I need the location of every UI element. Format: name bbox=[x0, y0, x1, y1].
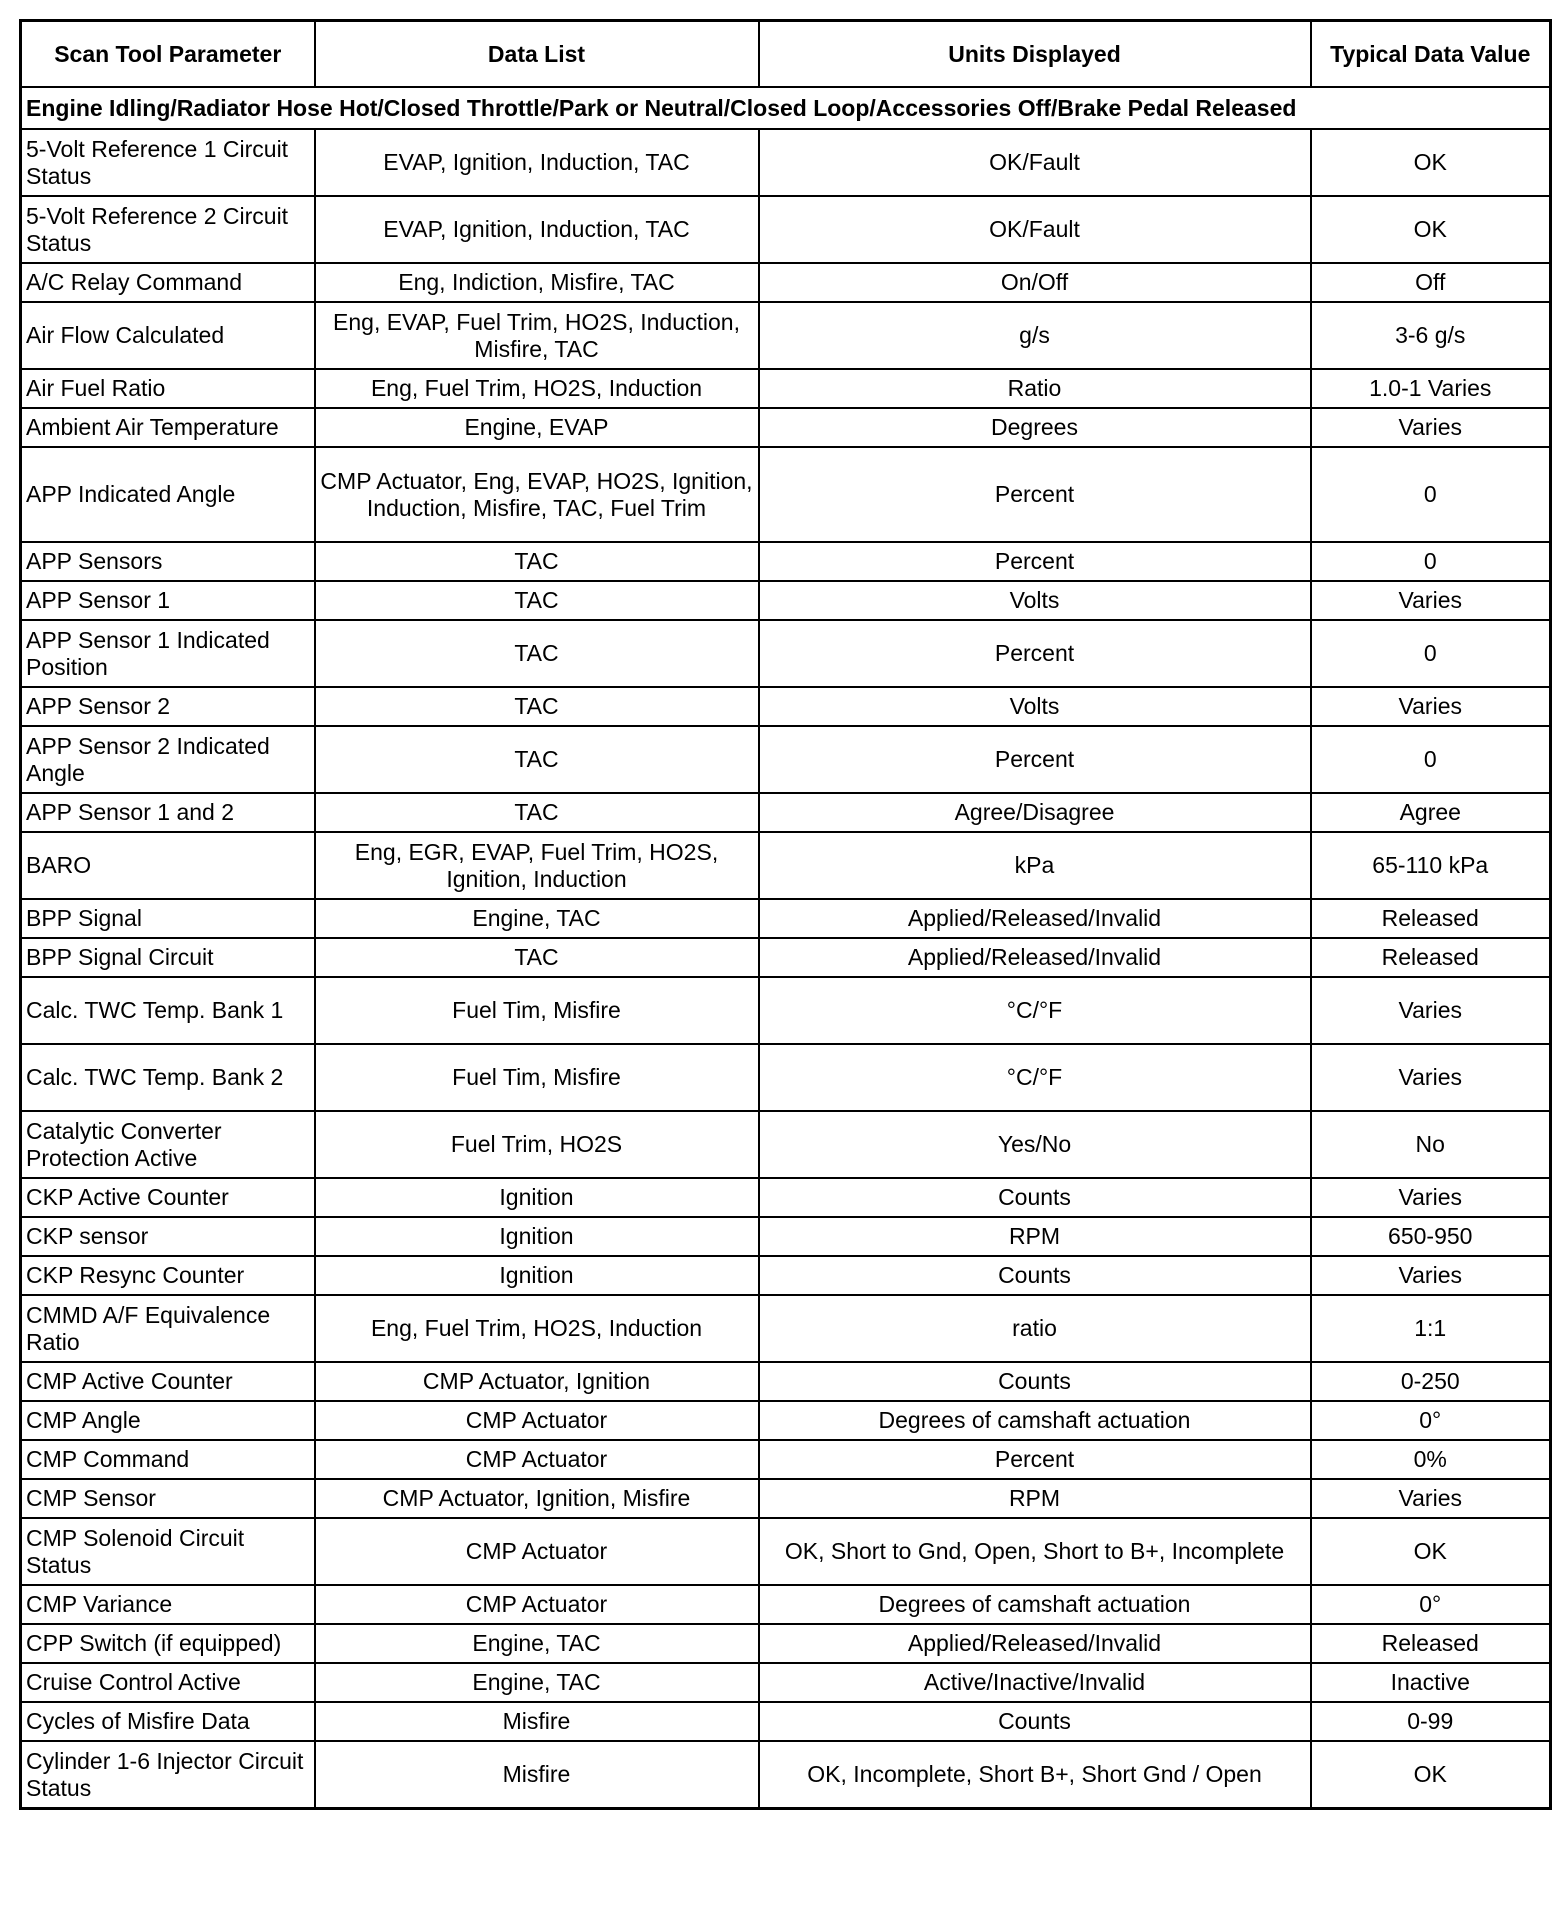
units-cell: Degrees of camshaft actuation bbox=[759, 1585, 1311, 1624]
typical-value-cell: 0 bbox=[1311, 620, 1551, 687]
table-body bbox=[21, 129, 1551, 1809]
typical-value-cell: 0-250 bbox=[1311, 1362, 1551, 1401]
table-row bbox=[21, 302, 1551, 369]
parameter-cell: Calc. TWC Temp. Bank 2 bbox=[21, 1044, 315, 1111]
data-list-cell: CMP Actuator bbox=[315, 1585, 759, 1624]
data-list-cell: TAC bbox=[315, 938, 759, 977]
table-row bbox=[21, 832, 1551, 899]
units-cell: Degrees of camshaft actuation bbox=[759, 1401, 1311, 1440]
data-list-cell: Eng, EVAP, Fuel Trim, HO2S, Induction, Misfire, TAC bbox=[315, 302, 759, 369]
typical-value-cell: Varies bbox=[1311, 1256, 1551, 1295]
typical-value-cell: 0-99 bbox=[1311, 1702, 1551, 1741]
table-row bbox=[21, 1663, 1551, 1702]
data-list-cell: Misfire bbox=[315, 1702, 759, 1741]
table-row bbox=[21, 129, 1551, 196]
typical-value-cell: OK bbox=[1311, 1741, 1551, 1809]
units-cell: g/s bbox=[759, 302, 1311, 369]
parameter-cell: CMP Solenoid Circuit Status bbox=[21, 1518, 315, 1585]
header-data-list: Data List bbox=[315, 21, 759, 88]
table-row bbox=[21, 581, 1551, 620]
units-cell: °C/°F bbox=[759, 977, 1311, 1044]
parameter-cell: CKP sensor bbox=[21, 1217, 315, 1256]
data-list-cell: TAC bbox=[315, 581, 759, 620]
typical-value-cell: No bbox=[1311, 1111, 1551, 1178]
data-list-cell: EVAP, Ignition, Induction, TAC bbox=[315, 196, 759, 263]
table-row bbox=[21, 408, 1551, 447]
units-cell: Counts bbox=[759, 1362, 1311, 1401]
typical-value-cell: Varies bbox=[1311, 408, 1551, 447]
typical-value-cell: 0 bbox=[1311, 447, 1551, 542]
header-row bbox=[21, 21, 1551, 88]
units-cell: OK, Short to Gnd, Open, Short to B+, Incomplete bbox=[759, 1518, 1311, 1585]
typical-value-cell: Varies bbox=[1311, 1479, 1551, 1518]
table-row bbox=[21, 687, 1551, 726]
parameter-cell: Cycles of Misfire Data bbox=[21, 1702, 315, 1741]
parameter-cell: Ambient Air Temperature bbox=[21, 408, 315, 447]
units-cell: Agree/Disagree bbox=[759, 793, 1311, 832]
units-cell: OK/Fault bbox=[759, 196, 1311, 263]
data-list-cell: Engine, TAC bbox=[315, 899, 759, 938]
table-row bbox=[21, 1624, 1551, 1663]
typical-value-cell: 0% bbox=[1311, 1440, 1551, 1479]
data-list-cell: Fuel Tim, Misfire bbox=[315, 1044, 759, 1111]
table-row bbox=[21, 977, 1551, 1044]
data-list-cell: Eng, Indiction, Misfire, TAC bbox=[315, 263, 759, 302]
data-list-cell: CMP Actuator, Ignition bbox=[315, 1362, 759, 1401]
table-row bbox=[21, 1401, 1551, 1440]
typical-value-cell: Varies bbox=[1311, 977, 1551, 1044]
parameter-cell: CMP Active Counter bbox=[21, 1362, 315, 1401]
parameter-cell: Air Flow Calculated bbox=[21, 302, 315, 369]
units-cell: Ratio bbox=[759, 369, 1311, 408]
table-row bbox=[21, 196, 1551, 263]
data-list-cell: Misfire bbox=[315, 1741, 759, 1809]
data-list-cell: TAC bbox=[315, 793, 759, 832]
typical-value-cell: Varies bbox=[1311, 1044, 1551, 1111]
parameter-cell: Catalytic Converter Protection Active bbox=[21, 1111, 315, 1178]
table-row bbox=[21, 1217, 1551, 1256]
units-cell: Percent bbox=[759, 726, 1311, 793]
typical-value-cell: Inactive bbox=[1311, 1663, 1551, 1702]
typical-value-cell: Agree bbox=[1311, 793, 1551, 832]
parameter-cell: BPP Signal Circuit bbox=[21, 938, 315, 977]
table-row bbox=[21, 938, 1551, 977]
data-list-cell: TAC bbox=[315, 726, 759, 793]
parameter-cell: BARO bbox=[21, 832, 315, 899]
data-list-cell: CMP Actuator, Ignition, Misfire bbox=[315, 1479, 759, 1518]
operating-condition: Engine Idling/Radiator Hose Hot/Closed Throttle/Park or Neutral/Closed Loop/Accessories Off/Brake Pedal Released bbox=[21, 87, 1551, 129]
typical-value-cell: 1:1 bbox=[1311, 1295, 1551, 1362]
units-cell: °C/°F bbox=[759, 1044, 1311, 1111]
parameter-cell: APP Sensor 1 bbox=[21, 581, 315, 620]
units-cell: Counts bbox=[759, 1256, 1311, 1295]
data-list-cell: Eng, EGR, EVAP, Fuel Trim, HO2S, Ignition, Induction bbox=[315, 832, 759, 899]
table-row bbox=[21, 1440, 1551, 1479]
table-row bbox=[21, 1178, 1551, 1217]
table-row bbox=[21, 899, 1551, 938]
parameter-cell: Cruise Control Active bbox=[21, 1663, 315, 1702]
table-row bbox=[21, 1585, 1551, 1624]
data-list-cell: Ignition bbox=[315, 1217, 759, 1256]
parameter-cell: CMP Angle bbox=[21, 1401, 315, 1440]
units-cell: Applied/Released/Invalid bbox=[759, 899, 1311, 938]
table-row bbox=[21, 1295, 1551, 1362]
parameter-cell: APP Sensor 1 and 2 bbox=[21, 793, 315, 832]
units-cell: Counts bbox=[759, 1702, 1311, 1741]
typical-value-cell: 1.0-1 Varies bbox=[1311, 369, 1551, 408]
data-list-cell: CMP Actuator bbox=[315, 1440, 759, 1479]
table-row bbox=[21, 620, 1551, 687]
table-row bbox=[21, 1518, 1551, 1585]
table-row bbox=[21, 726, 1551, 793]
typical-value-cell: 3-6 g/s bbox=[1311, 302, 1551, 369]
condition-row bbox=[21, 87, 1551, 129]
parameter-cell: APP Sensor 2 bbox=[21, 687, 315, 726]
table-row bbox=[21, 793, 1551, 832]
table-row bbox=[21, 1044, 1551, 1111]
data-list-cell: Ignition bbox=[315, 1256, 759, 1295]
table-row bbox=[21, 1256, 1551, 1295]
data-list-cell: Engine, TAC bbox=[315, 1663, 759, 1702]
header-units-displayed: Units Displayed bbox=[759, 21, 1311, 88]
table-row bbox=[21, 1111, 1551, 1178]
units-cell: RPM bbox=[759, 1479, 1311, 1518]
typical-value-cell: OK bbox=[1311, 129, 1551, 196]
parameter-cell: APP Sensor 1 Indicated Position bbox=[21, 620, 315, 687]
data-list-cell: Fuel Tim, Misfire bbox=[315, 977, 759, 1044]
units-cell: Percent bbox=[759, 1440, 1311, 1479]
data-list-cell: Engine, EVAP bbox=[315, 408, 759, 447]
data-list-cell: Eng, Fuel Trim, HO2S, Induction bbox=[315, 369, 759, 408]
data-list-cell: Fuel Trim, HO2S bbox=[315, 1111, 759, 1178]
data-list-cell: CMP Actuator, Eng, EVAP, HO2S, Ignition, Induction, Misfire, TAC, Fuel Trim bbox=[315, 447, 759, 542]
units-cell: Volts bbox=[759, 581, 1311, 620]
units-cell: OK/Fault bbox=[759, 129, 1311, 196]
units-cell: Yes/No bbox=[759, 1111, 1311, 1178]
data-list-cell: CMP Actuator bbox=[315, 1401, 759, 1440]
typical-value-cell: OK bbox=[1311, 196, 1551, 263]
typical-value-cell: Varies bbox=[1311, 687, 1551, 726]
units-cell: ratio bbox=[759, 1295, 1311, 1362]
units-cell: Applied/Released/Invalid bbox=[759, 1624, 1311, 1663]
data-list-cell: TAC bbox=[315, 542, 759, 581]
typical-value-cell: 0° bbox=[1311, 1585, 1551, 1624]
data-list-cell: TAC bbox=[315, 687, 759, 726]
table-row bbox=[21, 369, 1551, 408]
typical-value-cell: Released bbox=[1311, 938, 1551, 977]
table-row bbox=[21, 1702, 1551, 1741]
typical-value-cell: Released bbox=[1311, 899, 1551, 938]
parameter-cell: CMMD A/F Equivalence Ratio bbox=[21, 1295, 315, 1362]
table-row bbox=[21, 1362, 1551, 1401]
parameter-cell: Air Fuel Ratio bbox=[21, 369, 315, 408]
parameter-cell: 5-Volt Reference 2 Circuit Status bbox=[21, 196, 315, 263]
parameter-cell: CKP Resync Counter bbox=[21, 1256, 315, 1295]
typical-value-cell: OK bbox=[1311, 1518, 1551, 1585]
units-cell: Applied/Released/Invalid bbox=[759, 938, 1311, 977]
units-cell: kPa bbox=[759, 832, 1311, 899]
typical-value-cell: Varies bbox=[1311, 1178, 1551, 1217]
data-list-cell: Engine, TAC bbox=[315, 1624, 759, 1663]
data-list-cell: EVAP, Ignition, Induction, TAC bbox=[315, 129, 759, 196]
typical-value-cell: 0 bbox=[1311, 542, 1551, 581]
table-row bbox=[21, 447, 1551, 542]
data-list-cell: Eng, Fuel Trim, HO2S, Induction bbox=[315, 1295, 759, 1362]
table-row bbox=[21, 1479, 1551, 1518]
header-typical-data-value: Typical Data Value bbox=[1311, 21, 1551, 88]
typical-value-cell: 0° bbox=[1311, 1401, 1551, 1440]
units-cell: Percent bbox=[759, 620, 1311, 687]
parameter-cell: 5-Volt Reference 1 Circuit Status bbox=[21, 129, 315, 196]
data-list-cell: TAC bbox=[315, 620, 759, 687]
data-list-cell: Ignition bbox=[315, 1178, 759, 1217]
parameter-cell: APP Sensor 2 Indicated Angle bbox=[21, 726, 315, 793]
units-cell: Percent bbox=[759, 542, 1311, 581]
typical-value-cell: Varies bbox=[1311, 581, 1551, 620]
parameter-cell: BPP Signal bbox=[21, 899, 315, 938]
parameter-cell: CKP Active Counter bbox=[21, 1178, 315, 1217]
parameter-cell: Calc. TWC Temp. Bank 1 bbox=[21, 977, 315, 1044]
typical-value-cell: Released bbox=[1311, 1624, 1551, 1663]
units-cell: Percent bbox=[759, 447, 1311, 542]
parameter-cell: CPP Switch (if equipped) bbox=[21, 1624, 315, 1663]
typical-value-cell: Off bbox=[1311, 263, 1551, 302]
data-list-cell: CMP Actuator bbox=[315, 1518, 759, 1585]
parameter-cell: A/C Relay Command bbox=[21, 263, 315, 302]
typical-value-cell: 650-950 bbox=[1311, 1217, 1551, 1256]
typical-value-cell: 0 bbox=[1311, 726, 1551, 793]
units-cell: RPM bbox=[759, 1217, 1311, 1256]
units-cell: On/Off bbox=[759, 263, 1311, 302]
table-row bbox=[21, 263, 1551, 302]
parameter-cell: APP Indicated Angle bbox=[21, 447, 315, 542]
table-row bbox=[21, 1741, 1551, 1809]
parameter-cell: CMP Command bbox=[21, 1440, 315, 1479]
units-cell: Active/Inactive/Invalid bbox=[759, 1663, 1311, 1702]
parameter-cell: Cylinder 1-6 Injector Circuit Status bbox=[21, 1741, 315, 1809]
header-scan-tool-parameter: Scan Tool Parameter bbox=[21, 21, 315, 88]
parameter-cell: CMP Sensor bbox=[21, 1479, 315, 1518]
table-row bbox=[21, 542, 1551, 581]
scan-tool-data-table bbox=[19, 19, 1552, 1810]
units-cell: Counts bbox=[759, 1178, 1311, 1217]
scan-tool-data-page bbox=[19, 19, 1549, 1810]
typical-value-cell: 65-110 kPa bbox=[1311, 832, 1551, 899]
parameter-cell: CMP Variance bbox=[21, 1585, 315, 1624]
units-cell: Degrees bbox=[759, 408, 1311, 447]
units-cell: Volts bbox=[759, 687, 1311, 726]
parameter-cell: APP Sensors bbox=[21, 542, 315, 581]
units-cell: OK, Incomplete, Short B+, Short Gnd / Open bbox=[759, 1741, 1311, 1809]
